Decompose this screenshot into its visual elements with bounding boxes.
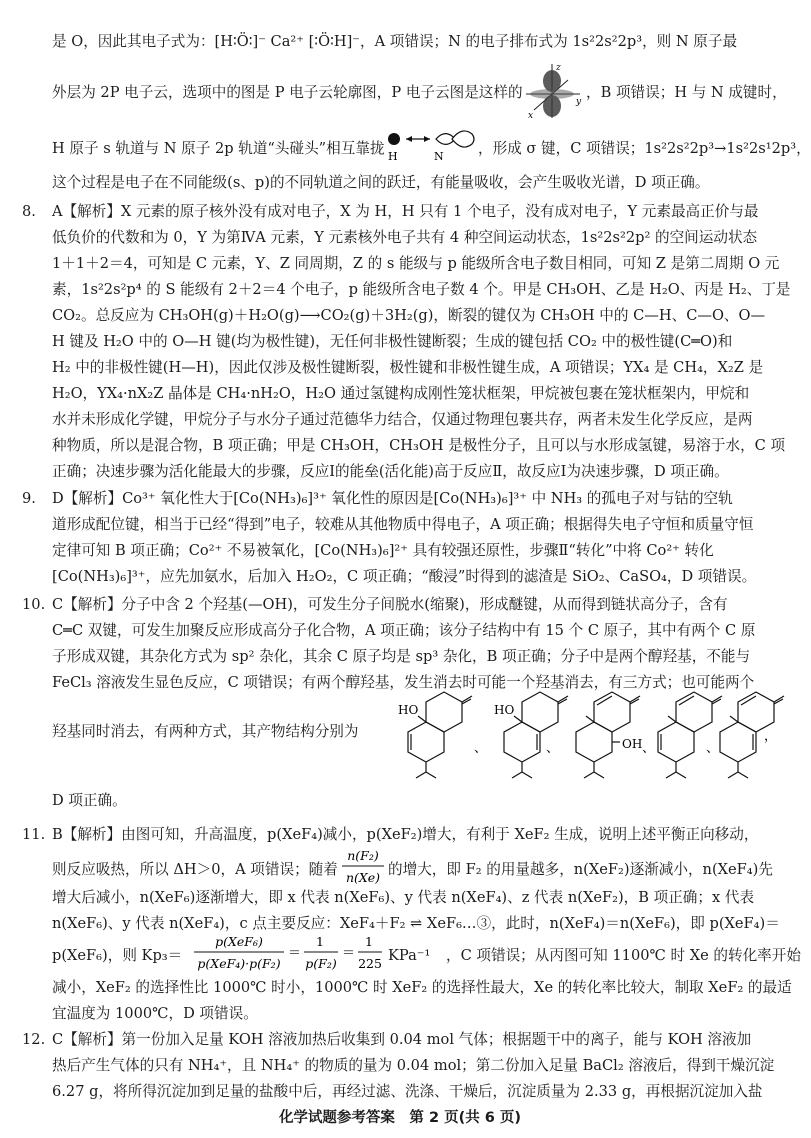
product-structure-4 (658, 692, 722, 778)
kp-numerator-3: 1 (365, 934, 373, 949)
text-line: H₂O，YX₄·nX₂Z 晶体是 CH₄·nH₂O，H₂O 通过氢键构成刚性笼状框架，甲烷被包裹在笼状框架内，甲烷和 (52, 385, 750, 402)
z-axis-label: z (556, 63, 561, 73)
question-number: 8. (22, 203, 36, 220)
kp-unit: KPa⁻¹ (388, 947, 431, 964)
text-line: 则反应吸热，所以 ΔH＞0，A 项错误；随着 (52, 861, 338, 878)
text-line: A【解析】X 元素的原子核外没有成对电子，X 为 H，H 只有 1 个电子，没有成对电子，Y 元素最高正价与最 (52, 203, 759, 220)
kp-expression (192, 932, 386, 976)
text-line: D【解析】Co³⁺ 氧化性大于[Co(NH₃)₆]³⁺ 氧化性的原因是[Co(NH₃)₆]³⁺ 中 NH₃ 的孤电子对与钴的空轨 (52, 490, 733, 507)
separator: 、 (642, 741, 656, 756)
text-line: n(XeF₆)、y 代表 n(XeF₄)，c 点主要反应：XeF₄＋F₂ ⇌ XeF₆…③，此时，n(XeF₄)＝n(XeF₆)，即 p(XeF₄)＝ (52, 915, 780, 932)
text-line: FeCl₃ 溶液发生显色反应，C 项错误；有两个醇羟基，发生消去时可能一个羟基消去，有三方式；也可能两个 (52, 674, 755, 691)
hydroxyl-label: HO (494, 703, 515, 717)
kp-denominator: p(XeF₄)·p(F₂) (197, 956, 281, 971)
equals-sign: ＝ (342, 946, 356, 961)
text-line: 热后产生气体的只有 NH₄⁺，且 NH₄⁺ 的物质的量为 0.04 mol；第二份加入足量 BaCl₂ 溶液后，得到干燥沉淀 (52, 1057, 775, 1074)
text-line: 子形成双键，其杂化方式为 sp² 杂化，其余 C 原子均是 sp³ 杂化，B 项正确；分子中是两个醇羟基，不能与 (52, 648, 751, 665)
product-structures-figure (396, 690, 778, 782)
text-line: 羟基同时消去，有两种方式，其产物结构分别为 (52, 723, 359, 740)
text-line: ，B 项错误；H 与 N 成键时， (586, 84, 787, 101)
text-line: D 项正确。 (52, 792, 127, 809)
separator: 、 (546, 741, 560, 756)
text-line: 是 O，因此其电子式为：[H∶Ö∶]⁻ Ca²⁺ [∶Ö∶H]⁻，A 项错误；N 的电子排布式为 1s²2s²2p³，则 N 原子最 (52, 33, 738, 50)
text-line: CO₂。总反应为 CH₃OH(g)＋H₂O(g)⟶CO₂(g)＋3H₂(g)，断裂的键仅为 CH₃OH 中的 C—H、C—O、O— (52, 307, 766, 324)
text-line: 素，1s²2s²p⁴ 的 S 能级有 2＋2＝4 个电子，p 能级所含电子数 4 个。甲是 CH₃OH、乙是 H₂O、丙是 H₂、丁是 (52, 281, 791, 298)
end-comma: ， (764, 729, 778, 744)
n-atom-label: N (434, 150, 444, 163)
question-number: 10. (22, 596, 46, 613)
text-line: ，形成 σ 键，C 项错误；1s²2s²2p³→1s²2s¹2p³， (478, 140, 811, 157)
h-atom-label: H (388, 150, 398, 163)
text-line: 外层为 2P 电子云，选项中的图是 P 电子云轮廓图，P 电子云图是这样的 (52, 84, 523, 101)
kp-denominator-3: 225 (358, 956, 382, 971)
text-line: H₂ 中的非极性键(H—H)，因此仅涉及极性键断裂，极性键和非极性键生成，A 项错误；YX₄ 是 CH₄，X₂Z 是 (52, 359, 764, 376)
fraction-numerator: n(F₂) (347, 848, 379, 863)
question-number: 11. (22, 826, 46, 843)
question-number: 12. (22, 1031, 46, 1048)
text-line: 低负价的代数和为 0，Y 为第ⅣA 元素，Y 元素核外电子共有 4 种空间运动状态，1s²2s²2p² 的空间运动状态 (52, 229, 758, 246)
kp-denominator-2: p(F₂) (305, 956, 337, 971)
page-footer: 化学试题参考答案 第 2 页(共 6 页) (278, 1110, 522, 1126)
question-number: 9. (22, 490, 36, 507)
y-axis-label: y (576, 97, 582, 107)
text-line: ，C 项错误；从丙图可知 1100℃ 时 Xe 的转化率开始 (446, 947, 801, 964)
text-line: 水并未形成化学键，甲烷分子与水分子通过范德华力结合，仅通过物理包裹共存，两者未发生化学反应，是两 (52, 411, 753, 428)
text-line: 减小，XeF₂ 的选择性比 1000℃ 时小，1000℃ 时 XeF₂ 的选择性最大，Xe 的转化率比较大，制取 XeF₂ 的最适 (52, 979, 792, 996)
text-line: 6.27 g，将所得沉淀加到足量的盐酸中后，再经过滤、洗涤、干燥后，沉淀质量为 2.33 g，再根据沉淀加入盐 (52, 1083, 763, 1100)
separator: 、 (706, 741, 720, 756)
text-line: p(XeF₆)，则 Kp₃＝ (52, 947, 183, 964)
equals-sign: ＝ (288, 946, 302, 961)
text-line: [Co(NH₃)₆]³⁺，应先加氨水，后加入 H₂O₂，C 项正确；“酸浸”时得到的滤渣是 SiO₂、CaSO₄，D 项错误。 (52, 568, 757, 585)
separator: 、 (474, 741, 488, 756)
fraction-denominator: n(Xe) (345, 870, 381, 885)
fraction-nF2-nXe (340, 846, 386, 888)
s-p-overlap-figure (386, 124, 476, 166)
text-line: 种物质，所以是混合物，B 项正确；甲是 CH₃OH，CH₃OH 是极性分子，且可以与水形成氢键，易溶于水，C 项 (52, 437, 786, 454)
text-line: 的增大，即 F₂ 的用量越多，n(XeF₂)逐渐减小，n(XeF₄)先 (388, 861, 773, 878)
hydroxyl-label: OH (622, 737, 643, 751)
text-line: C═C 双键，可发生加聚反应形成高分子化合物，A 项正确；该分子结构中有 15 个 C 原子，其中有两个 C 原 (52, 622, 756, 639)
x-axis-label: x (528, 111, 534, 121)
text-line: 道形成配位键，相当于已经“得到”电子，较难从其他物质中得电子，A 项正确；根据得失电子守恒和质量守恒 (52, 516, 754, 533)
text-line: 增大后减小，n(XeF₆)逐渐增大，即 x 代表 n(XeF₆)、y 代表 n(XeF₄)、z 代表 n(XeF₂)，B 项正确；x 代表 (52, 889, 755, 906)
kp-numerator-2: 1 (316, 934, 324, 949)
text-line: 正确；决速步骤为活化能最大的步骤，反应Ⅰ的能垒(活化能)高于反应Ⅱ，故反应Ⅰ为决速步骤，D 项正确。 (52, 463, 729, 480)
text-line: B【解析】由图可知，升高温度，p(XeF₄)减小，p(XeF₂)增大，有利于 XeF₂ 生成，说明上述平衡正向移动， (52, 826, 759, 843)
kp-numerator: p(XeF₆) (215, 934, 263, 949)
hydroxyl-label: HO (398, 703, 419, 717)
text-line: C【解析】第一份加入足量 KOH 溶液加热后收集到 0.04 mol 气体；根据题干中的离子，能与 KOH 溶液加 (52, 1031, 752, 1048)
text-line: 1＋1＋2＝4，可知是 C 元素，Y、Z 同周期，Z 的 s 能级与 p 能级所含电子数目相同，可知 Z 是第二周期 O 元 (52, 255, 780, 272)
text-line: H 原子 s 轨道与 N 原子 2p 轨道“头碰头”相互靠拢 (52, 140, 385, 157)
product-structure-3 (576, 692, 643, 778)
p-electron-cloud-figure (520, 60, 584, 122)
text-line: 定律可知 B 项正确；Co²⁺ 不易被氧化，[Co(NH₃)₆]²⁺ 具有较强还原性，步骤Ⅱ“转化”中将 Co²⁺ 转化 (52, 542, 714, 559)
text-line: 这个过程是电子在不同能级(s、p)的不同轨道之间的跃迁，有能量吸收，会产生吸收光谱，D 项正确。 (52, 174, 710, 191)
text-line: 宜温度为 1000℃，D 项错误。 (52, 1005, 258, 1022)
text-line: H 键及 H₂O 中的 O—H 键(均为极性键)，无任何非极性键断裂；生成的键包括 CO₂ 中的极性键(C═O)和 (52, 333, 733, 350)
text-line: C【解析】分子中含 2 个羟基(—OH)，可发生分子间脱水(缩聚)，形成醚键，从而得到链状高分子，含有 (52, 596, 728, 613)
